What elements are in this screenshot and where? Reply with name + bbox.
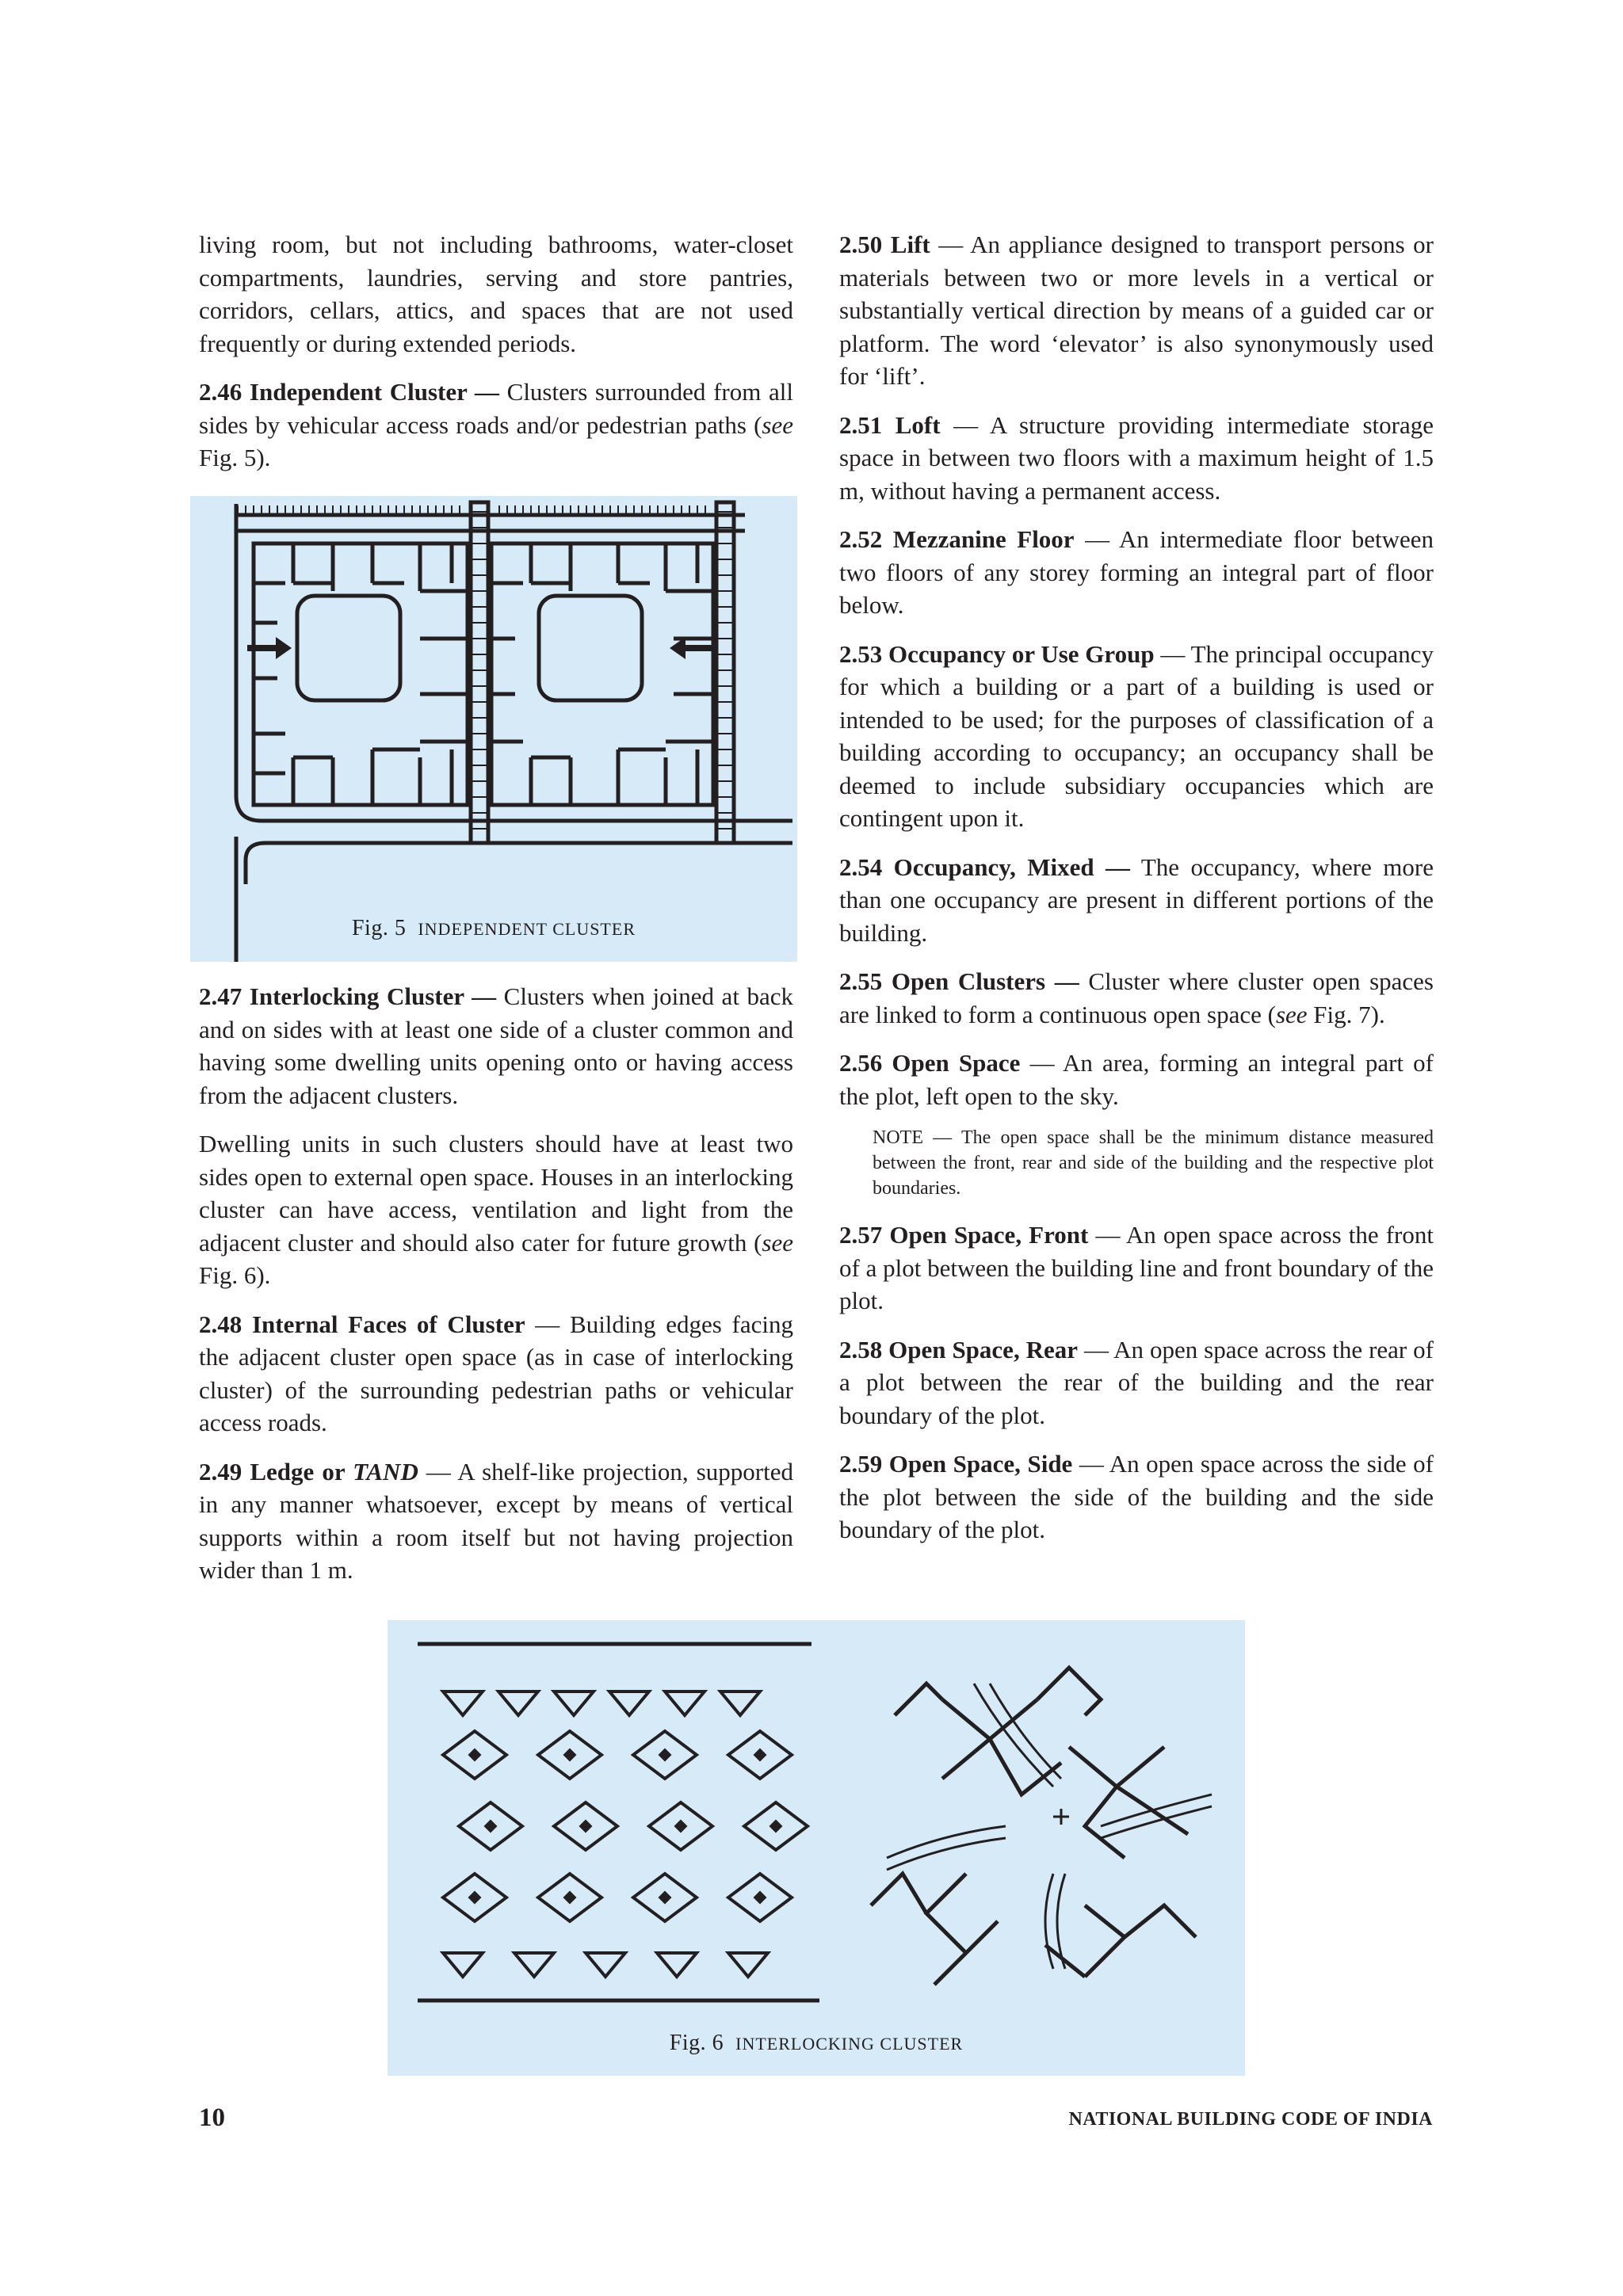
note: NOTE — The open space shall be the minimum distance measured between the front, rear and side of the building and the respective plot boundaries. [873, 1127, 1434, 1199]
clause-term: 2.54 Occupancy, Mixed — [839, 852, 1131, 881]
interlocking-cluster-diagram [388, 1620, 1245, 2076]
clause-text: — An open space across the side of the plot between the side of the building and the side boundary of the plot. [839, 1450, 1434, 1543]
clause-text: — An intermediate floor between two floors of any storey forming an integral part of floor below. [839, 525, 1434, 619]
clause-text: — The principal occupancy for which a building or a part of a building is used or intended to be used; for the purposes of classification of a building according to occupancy; an occupancy shall be deemed to include subsidiary occupancies which are contingent upon it. [839, 639, 1434, 832]
clause-2-58 [839, 1333, 1434, 1432]
clause-2-54 [839, 851, 1434, 950]
clause-2-57 [839, 1219, 1434, 1318]
clause-2-52 [839, 523, 1434, 622]
figure-6-caption [388, 2031, 1245, 2056]
clause-term: 2.52 Mezzanine Floor [839, 525, 1075, 553]
clause-2-56 [839, 1047, 1434, 1112]
clause-2-53 [839, 638, 1434, 835]
clause-tail: Fig. 5). [199, 444, 271, 471]
figure-6 [388, 1620, 1245, 2076]
clause-2-47-detail [199, 1127, 793, 1292]
clause-text: — A structure providing intermediate storage space in between two floors with a maximum height of 1.5 m, without having a permanent access. [839, 410, 1434, 505]
figure-number: Fig. 6 [669, 2031, 724, 2055]
clause-term: 2.56 Open Space [839, 1049, 1021, 1077]
clause-text: Clusters surrounded from all sides by vehicular access roads and/or pedestrian paths ( [199, 378, 793, 439]
clause-term: 2.51 Loft [839, 410, 941, 439]
clause-text: Clusters when joined at back and on sides with at least one side of a cluster common and having some dwelling units opening onto or having access from the adjacent clusters. [199, 982, 793, 1109]
clause-2-48 [199, 1308, 793, 1440]
page-number: 10 [199, 2103, 225, 2132]
right-column [839, 228, 1434, 1562]
clause-text: Dwelling units in such clusters should have at least two sides open to external open space. Houses in an interlocking cluster can have access, ventilation and light from the adjacent cluster and should also cater for future growth ( [199, 1130, 793, 1257]
running-footer-title: NATIONAL BUILDING CODE OF INDIA [1068, 2109, 1433, 2130]
clause-2-50 [839, 228, 1434, 393]
clause-text: — A shelf-like projection, supported in any manner whatsoever, except by means of vertical supports within a room itself but not having projection wider than 1 m. [199, 1457, 793, 1584]
see-italic: see [762, 410, 793, 439]
figure-title: INDEPENDENT CLUSTER [418, 919, 636, 939]
clause-term: 2.48 Internal Faces of Cluster [199, 1310, 525, 1338]
clause-text: — An open space across the rear of a plot between the rear of the building and the rear boundary of the plot. [839, 1335, 1434, 1429]
clause-2-51 [839, 409, 1434, 508]
clause-2-59 [839, 1447, 1434, 1547]
clause-term: 2.59 Open Space, Side [839, 1450, 1073, 1478]
clause-text: Cluster where cluster open spaces are linked to form a continuous open space ( [839, 967, 1434, 1028]
independent-cluster-diagram [190, 496, 797, 962]
figure-number: Fig. 5 [351, 916, 407, 940]
figure-5-caption [190, 916, 797, 941]
clause-term: 2.53 Occupancy or Use Group [839, 639, 1155, 668]
left-column-lower [199, 980, 793, 1603]
clause-2-46 [199, 376, 793, 475]
clause-term: 2.47 Interlocking Cluster — [199, 982, 497, 1010]
clause-term: 2.57 Open Space, Front [839, 1221, 1089, 1249]
clause-term: 2.49 Ledge or [199, 1457, 353, 1486]
intro-paragraph: living room, but not including bathrooms, water-closet compartments, laundries, serving and store pantries, corridors, cellars, attics, and spaces that are not used frequently or during extended periods. [199, 231, 793, 357]
clause-text: — Building edges facing the adjacent cluster open space (as in case of interlocking cluster) of the surrounding pedestrian paths or vehicular access roads. [199, 1310, 793, 1436]
figure-5 [190, 496, 797, 962]
clause-term: 2.55 Open Clusters — [839, 967, 1079, 995]
left-column [199, 228, 793, 490]
clause-2-47 [199, 980, 793, 1112]
clause-2-49 [199, 1455, 793, 1587]
clause-term-italic: TAND [353, 1457, 418, 1486]
clause-text: — An open space across the front of a plot between the building line and front boundary of the plot. [839, 1221, 1434, 1314]
see-italic: see [762, 1228, 793, 1257]
see-italic: see [1275, 1000, 1308, 1028]
clause-term: 2.50 Lift [839, 231, 930, 258]
clause-text: — An appliance designed to transport persons or materials between two or more levels in a vertical or substantially vertical direction by means of a guided car or platform. The word ‘elevator’ is also synonymously used for ‘lift’. [839, 231, 1434, 390]
clause-2-55 [839, 965, 1434, 1031]
clause-term: 2.46 Independent Cluster — [199, 378, 499, 406]
clause-tail: Fig. 6). [199, 1261, 271, 1289]
clause-tail: Fig. 7). [1307, 1000, 1385, 1028]
figure-title: INTERLOCKING CLUSTER [735, 2034, 964, 2054]
clause-term: 2.58 Open Space, Rear [839, 1335, 1079, 1363]
clause-text: The occupancy, where more than one occupancy are present in different portions of the building. [839, 852, 1434, 947]
clause-text: — An area, forming an integral part of the plot, left open to the sky. [839, 1049, 1434, 1110]
